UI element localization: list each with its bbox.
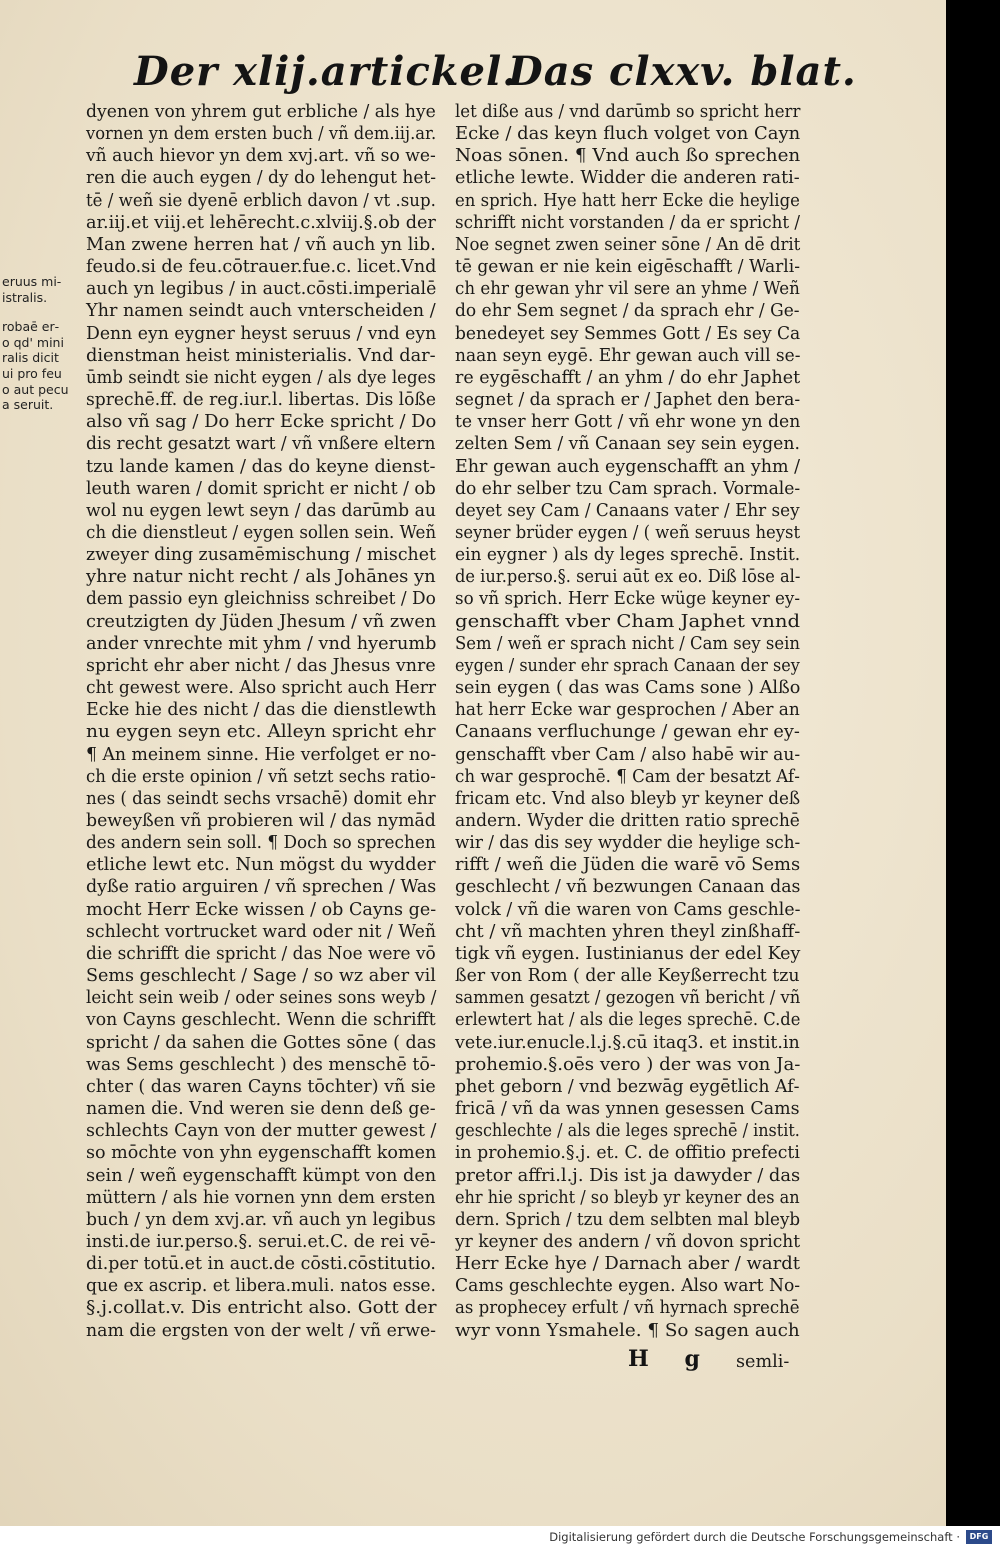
text-line: andern. Wyder die dritten ratio sprechē xyxy=(455,811,800,831)
text-line: spricht ehr aber nicht / das Jhesus vnre xyxy=(86,655,436,676)
text-line: zelten Sem / vñ Canaan sey sein eygen. xyxy=(455,434,800,455)
text-line: ßer von Rom ( der alle Keyßerrecht tzu xyxy=(455,966,800,987)
footer-bar xyxy=(0,1526,1000,1549)
text-line: Yhr namen seindt auch vnterscheiden / xyxy=(86,301,436,322)
text-line: creutzigten dy Jüden Jhesum / vñ zwen xyxy=(86,611,437,632)
text-line: fricam etc. Vnd also bleyb yr keyner deß xyxy=(455,788,801,809)
text-line: etliche lewt etc. Nun mögst du wydder xyxy=(86,855,436,876)
text-line: wol nu eygen lewt seyn / das darūmb au xyxy=(86,500,436,521)
text-line: spricht / da sahen die Gottes sōne ( das xyxy=(86,1032,437,1053)
text-line: ch ehr gewan yhr vil sere an yhme / Weñ xyxy=(455,279,800,300)
text-line: yr keyner des andern / vñ dovon spricht xyxy=(455,1231,801,1252)
text-line: ch die dienstleut / eygen sollen sein. Weñ xyxy=(86,522,437,543)
text-column-left xyxy=(86,101,436,1342)
margin-notes xyxy=(2,274,69,427)
text-line: nam die ergsten von der welt / vñ erwe‑ xyxy=(86,1320,437,1341)
text-line: vñ auch hievor yn dem xvj.art. vñ so we‑ xyxy=(86,146,436,167)
text-line: ehr hie spricht / so bleyb yr keyner des an xyxy=(455,1187,800,1208)
text-line: ander vnrechte mit yhm / vnd hyerumb xyxy=(86,633,437,654)
text-line: Noas sōnen. ¶ Vnd auch ßo sprechen xyxy=(455,146,801,167)
margin-note-line: ui pro feu xyxy=(2,365,62,381)
dfg-logo-icon: DFG xyxy=(966,1530,992,1544)
text-line: ¶ An meinem sinne. Hie verfolget er no‑ xyxy=(86,744,437,765)
text-line: hat herr Ecke war gesprochen / Aber an xyxy=(455,700,800,721)
text-line: benedeyet sey Semmes Gott / Es sey Ca xyxy=(455,323,801,344)
text-line: Cams geschlechte eygen. Also wart No‑ xyxy=(455,1276,801,1297)
text-line: yhre natur nicht recht / als Johānes yn xyxy=(86,567,436,588)
text-line: dyße ratio arguiren / vñ sprechen / Was xyxy=(86,877,437,898)
text-line: genschafft vber Cam / also habē wir au‑ xyxy=(455,744,801,765)
text-line: so mōchte von yhn eygenschafft komen xyxy=(86,1143,437,1164)
text-line: prohemio.§.oēs vero ) der was von Ja‑ xyxy=(455,1054,801,1075)
margin-note-line: o qd' mini xyxy=(2,334,64,350)
text-line: te vnser herr Gott / vñ ehr wone yn den xyxy=(455,412,801,433)
text-line: rifft / weñ die Jüden die warē vō Sems xyxy=(455,855,801,876)
text-line: ar.iij.et viij.et lehērecht.c.xlviij.§.ob der xyxy=(86,212,436,233)
margin-note-line: o aut pecu xyxy=(2,381,69,397)
text-line: Canaans verfluchunge / gewan ehr ey‑ xyxy=(455,722,800,743)
text-line: sein eygen ( das was Cams sone ) Alßo xyxy=(455,678,801,699)
catchword: semli‑ xyxy=(736,1352,790,1372)
margin-note-line: a seruit. xyxy=(2,397,54,413)
margin-note xyxy=(2,319,69,413)
margin-note-line: istralis. xyxy=(2,289,48,305)
text-line: que ex ascrip. et libera.muli. natos esse. xyxy=(86,1276,436,1297)
text-line: ūmb seindt sie nicht eygen / als dye leges xyxy=(86,367,436,388)
text-line: schrifft nicht vorstanden / da er spricht / xyxy=(455,212,801,233)
text-line: in prohemio.§.j. et. C. de offitio prefecti xyxy=(455,1143,800,1164)
text-line: buch / yn dem xvj.ar. vñ auch yn legibus xyxy=(86,1209,436,1230)
text-line: ch die erste opinion / vñ setzt sechs ratio‑ xyxy=(86,766,436,787)
text-line: cht gewest were. Also spricht auch Herr xyxy=(86,678,437,699)
margin-note-line: robaē er‑ xyxy=(2,319,60,335)
text-line: cht / vñ machten yhren theyl zinßhaff‑ xyxy=(455,921,801,942)
text-line: feudo.si de feu.cōtrauer.fue.c. licet.Vnd xyxy=(86,257,437,278)
text-line: re eygēschafft / an yhm / do ehr Japhet xyxy=(455,367,801,388)
text-line: leicht sein weib / oder seines sons weyb / xyxy=(86,988,437,1009)
text-line: zweyer ding zusamēmischung / mischet xyxy=(86,545,436,566)
text-line: wyr vonn Ysmahele. ¶ So sagen auch xyxy=(455,1320,800,1341)
text-line: do ehr Sem segnet / da sprach ehr / Ge‑ xyxy=(455,301,800,322)
text-line: vornen yn dem ersten buch / vñ dem.iij.ar. xyxy=(86,124,437,145)
text-line: segnet / da sprach er / Japhet den bera‑ xyxy=(455,390,801,411)
text-line: Man zwene herren hat / vñ auch yn lib. xyxy=(86,234,436,255)
text-line: Sems geschlecht / Sage / so wz aber vil xyxy=(86,966,436,987)
text-line: en sprich. Hye hatt herr Ecke die heylige xyxy=(455,190,800,211)
text-line: Noe segnet zwen seiner sōne / An dē drit xyxy=(455,234,801,255)
text-line: Ecke hie des nicht / das die dienstlewth xyxy=(86,700,437,721)
text-line: wir / das dis sey wydder die heylige sch‑ xyxy=(455,833,801,854)
signature-mark: H g xyxy=(628,1346,714,1372)
text-line: ein eygner ) als dy leges sprechē. Instit. xyxy=(455,545,801,566)
text-line: tē gewan er nie kein eigēschafft / Warli‑ xyxy=(455,257,800,278)
text-line: fricā / vñ da was ynnen gesessen Cams xyxy=(455,1099,800,1120)
text-line: dyenen von yhrem gut erbliche / als hye xyxy=(86,102,436,122)
running-header-left: Der xlij.artickel. xyxy=(134,48,518,95)
text-line: di.per totū.et in auct.de cōsti.cōstitutio. xyxy=(86,1254,436,1275)
text-line: naan seyn eygē. Ehr gewan auch vill se‑ xyxy=(455,345,801,366)
text-line: von Cayns geschlecht. Wenn die schrifft xyxy=(86,1010,436,1031)
text-line: die schrifft die spricht / das Noe were vō xyxy=(86,943,436,964)
text-line: geschlechte / als die leges sprechē / instit. xyxy=(455,1121,800,1142)
text-line: so vñ sprich. Herr Ecke wüge keyner ey‑ xyxy=(455,589,801,610)
text-line: tigk vñ eygen. Iustinianus der edel Key xyxy=(455,943,801,964)
text-line: des andern sein soll. ¶ Doch so sprechen xyxy=(86,833,436,854)
text-line: do ehr selber tzu Cam sprach. Vormale‑ xyxy=(455,478,801,499)
text-line: auch yn legibus / in auct.cōsti.imperialē xyxy=(86,279,437,300)
text-line: dienstman heist ministerialis. Vnd dar‑ xyxy=(86,345,436,366)
text-line: erlewtert hat / als die leges sprechē. C.de xyxy=(455,1010,801,1031)
text-line: §.j.collat.v. Dis entricht also. Gott der xyxy=(86,1298,437,1319)
text-line: de iur.perso.§. serui aūt ex eo. Diß lōse al‑ xyxy=(455,567,801,588)
text-line: Herr Ecke hye / Darnach aber / wardt xyxy=(455,1254,800,1275)
text-line: Ecke / das keyn fluch volget von Cayn xyxy=(455,124,801,145)
text-line: beweyßen vñ probieren wil / das nymād xyxy=(86,811,436,831)
text-line: genschafft vber Cham Japhet vnnd xyxy=(455,611,801,632)
text-line: müttern / als hie vornen ynn dem ersten xyxy=(86,1187,436,1208)
text-line: sammen gesatzt / gezogen vñ bericht / vñ xyxy=(455,988,801,1009)
text-line: leuth waren / domit spricht er nicht / ob xyxy=(86,478,436,499)
text-line: phet geborn / vnd bezwāg eygētlich Af‑ xyxy=(455,1076,800,1097)
text-line: ren die auch eygen / dy do lehengut het‑ xyxy=(86,168,437,189)
text-line: nu eygen seyn etc. Alleyn spricht ehr xyxy=(86,722,436,743)
text-line: dis recht gesatzt wart / vñ vnßere eltern xyxy=(86,434,436,455)
text-line: vete.iur.enucle.l.j.§.cū itaq3. et instit.in xyxy=(455,1032,800,1053)
text-line: schlechts Cayn von der mutter gewest / xyxy=(86,1121,437,1142)
text-line: tzu lande kamen / das do keyne dienst‑ xyxy=(86,456,436,477)
margin-note xyxy=(2,274,69,305)
text-line: ch war gesprochē. ¶ Cam der besatzt Af‑ xyxy=(455,766,800,787)
text-line: nes ( das seindt sechs vrsachē) domit ehr xyxy=(86,788,436,809)
text-line: chter ( das waren Cayns tōchter) vñ sie xyxy=(86,1076,436,1097)
text-line: pretor affri.l.j. Dis ist ja dawyder / das xyxy=(455,1165,801,1186)
text-line: sein / weñ eygenschafft kümpt von den xyxy=(86,1165,437,1186)
text-column-right xyxy=(455,101,800,1342)
margin-note-line: eruus mi‑ xyxy=(2,274,62,289)
text-line: namen die. Vnd weren sie denn deß ge‑ xyxy=(86,1099,436,1120)
text-line: seyner brüder eygen / ( weñ seruus heyst xyxy=(455,522,801,543)
text-line: etliche lewte. Widder die anderen rati‑ xyxy=(455,168,800,189)
text-line: dem passio eyn gleichniss schreibet / Do xyxy=(86,589,436,610)
text-line: also vñ sag / Do herr Ecke spricht / Do xyxy=(86,412,437,433)
text-line: let diße aus / vnd darūmb so spricht herr xyxy=(455,102,801,122)
text-line: schlecht vortrucket ward oder nit / Weñ xyxy=(86,921,437,942)
margin-note-line: ralis dicit xyxy=(2,350,59,366)
text-line: sprechē.ff. de reg.iur.l. libertas. Dis lōße xyxy=(86,390,436,411)
text-line: eygen / sunder ehr sprach Canaan der sey xyxy=(455,655,800,676)
text-line: Sem / weñ er sprach nicht / Cam sey sein xyxy=(455,633,800,654)
text-line: Ehr gewan auch eygenschafft an yhm / xyxy=(455,456,801,477)
text-line: dern. Sprich / tzu dem selbten mal bleyb xyxy=(455,1209,801,1230)
text-line: tē / weñ sie dyenē erblich davon / vt .sup. xyxy=(86,190,436,211)
text-line: was Sems geschlecht ) des menschē tō‑ xyxy=(86,1054,436,1075)
funding-credit: Digitalisierung gefördert durch die Deutsche Forschungsgemeinschaft · xyxy=(549,1530,960,1544)
text-line: Denn eyn eygner heyst seruus / vnd eyn xyxy=(86,323,437,344)
text-line: insti.de iur.perso.§. serui.et.C. de rei vē‑ xyxy=(86,1231,436,1252)
text-line: geschlecht / vñ bezwungen Canaan das xyxy=(455,877,801,898)
text-line: as prophecey erfult / vñ hyrnach sprechē xyxy=(455,1298,800,1319)
text-line: mocht Herr Ecke wissen / ob Cayns ge‑ xyxy=(86,899,437,920)
text-line: deyet sey Cam / Canaans vater / Ehr sey xyxy=(455,500,800,521)
text-line: volck / vñ die waren von Cams geschle‑ xyxy=(455,899,801,920)
running-header-right: Das clxxv. blat. xyxy=(508,48,857,95)
